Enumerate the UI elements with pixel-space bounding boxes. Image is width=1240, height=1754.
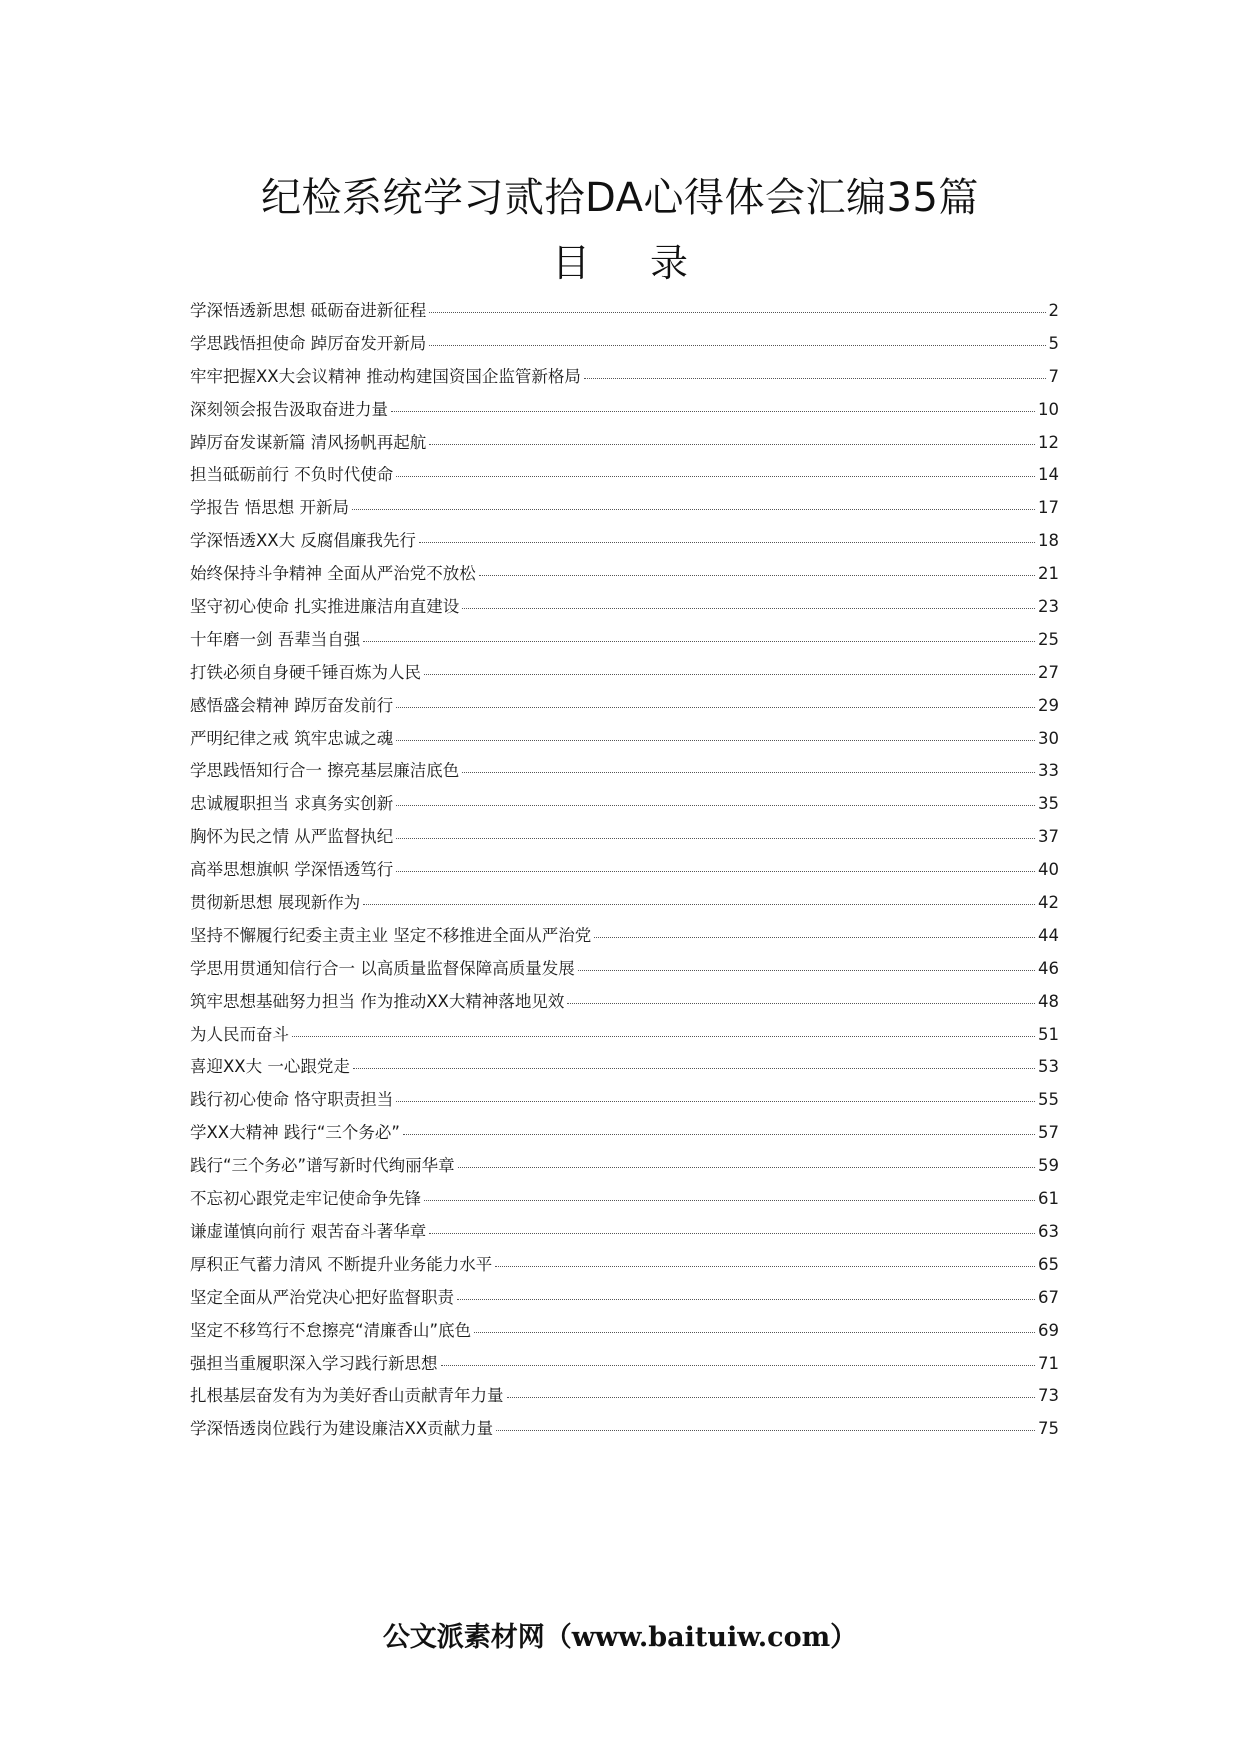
toc-entry[interactable] bbox=[190, 593, 1059, 626]
toc-dot-leader bbox=[462, 608, 1035, 609]
toc-entry[interactable] bbox=[190, 1053, 1059, 1086]
toc-dot-leader bbox=[479, 575, 1035, 576]
toc-entry-title: 踔厉奋发谋新篇 清风扬帆再起航 bbox=[190, 432, 427, 452]
toc-dot-leader bbox=[353, 1068, 1035, 1069]
toc-entry[interactable] bbox=[190, 856, 1059, 889]
toc-entry[interactable] bbox=[190, 659, 1059, 692]
toc-dot-leader bbox=[396, 838, 1035, 839]
toc-entry-title: 始终保持斗争精神 全面从严治党不放松 bbox=[190, 564, 476, 584]
toc-entry-title: 高举思想旗帜 学深悟透笃行 bbox=[190, 860, 394, 880]
toc-entry-page-number: 65 bbox=[1038, 1254, 1059, 1274]
toc-entry-page-number: 59 bbox=[1038, 1156, 1059, 1176]
toc-entry-page-number: 5 bbox=[1048, 333, 1059, 353]
document-title: 纪检系统学习贰拾DA心得体会汇编35篇 bbox=[261, 175, 979, 221]
toc-entry-title: 学深悟透新思想 砥砺奋进新征程 bbox=[190, 301, 427, 320]
toc-entry[interactable] bbox=[190, 1086, 1059, 1119]
toc-dot-leader bbox=[429, 1233, 1035, 1234]
toc-dot-leader bbox=[363, 641, 1035, 642]
toc-entry[interactable] bbox=[190, 1317, 1059, 1350]
toc-entry-title: 谦虚谨慎向前行 艰苦奋斗著华章 bbox=[190, 1221, 427, 1241]
toc-entry-page-number: 37 bbox=[1038, 827, 1059, 847]
toc-dot-leader bbox=[396, 805, 1035, 806]
toc-entry-page-number: 51 bbox=[1038, 1024, 1059, 1044]
toc-dot-leader bbox=[396, 707, 1035, 708]
toc-entry-page-number: 53 bbox=[1038, 1057, 1059, 1077]
toc-entry[interactable] bbox=[190, 988, 1059, 1021]
toc-dot-leader bbox=[429, 312, 1045, 313]
toc-heading: 目 录 bbox=[551, 241, 713, 285]
toc-entry[interactable] bbox=[190, 1152, 1059, 1185]
toc-entry-page-number: 29 bbox=[1038, 695, 1059, 715]
toc-entry-title: 十年磨一剑 吾辈当自强 bbox=[190, 629, 361, 649]
toc-entry-page-number: 48 bbox=[1038, 991, 1059, 1011]
toc-entry-page-number: 14 bbox=[1038, 465, 1059, 485]
toc-entry[interactable] bbox=[190, 692, 1059, 725]
toc-entry-page-number: 44 bbox=[1038, 925, 1059, 945]
toc-entry-page-number: 40 bbox=[1038, 860, 1059, 880]
toc-entry-title: 筑牢思想基础努力担当 作为推动XX大精神落地见效 bbox=[190, 991, 565, 1011]
toc-entry-title: 学深悟透XX大 反腐倡廉我先行 bbox=[190, 531, 416, 551]
toc-entry[interactable] bbox=[190, 1415, 1059, 1448]
toc-dot-leader bbox=[496, 1430, 1035, 1431]
toc-entry[interactable] bbox=[190, 363, 1059, 396]
table-of-contents bbox=[190, 297, 1059, 1448]
toc-entry-page-number: 18 bbox=[1038, 531, 1059, 551]
toc-entry-page-number: 30 bbox=[1038, 728, 1059, 748]
toc-entry-title: 贯彻新思想 展现新作为 bbox=[190, 893, 361, 913]
toc-dot-leader bbox=[391, 411, 1035, 412]
toc-entry-title: 坚定不移笃行不怠擦亮“清廉香山”底色 bbox=[190, 1320, 472, 1340]
toc-entry[interactable] bbox=[190, 1382, 1059, 1415]
toc-entry-title: 学XX大精神 践行“三个务必” bbox=[190, 1123, 400, 1143]
toc-dot-leader bbox=[441, 1365, 1036, 1366]
toc-dot-leader bbox=[396, 476, 1035, 477]
toc-dot-leader bbox=[495, 1266, 1035, 1267]
toc-entry-title: 为人民而奋斗 bbox=[190, 1024, 289, 1044]
toc-entry-title: 严明纪律之戒 筑牢忠诚之魂 bbox=[190, 728, 394, 748]
toc-dot-leader bbox=[419, 542, 1035, 543]
toc-dot-leader bbox=[584, 378, 1046, 379]
toc-entry-title: 坚持不懈履行纪委主责主业 坚定不移推进全面从严治党 bbox=[190, 925, 592, 945]
toc-dot-leader bbox=[396, 871, 1035, 872]
footer-watermark-text: 公文派素材网（www.baituiw.com） bbox=[382, 1622, 858, 1653]
toc-entry-page-number: 27 bbox=[1038, 662, 1059, 682]
toc-entry-page-number: 25 bbox=[1038, 629, 1059, 649]
toc-entry-title: 喜迎XX大 一心跟党走 bbox=[190, 1057, 350, 1077]
toc-entry-title: 学思践悟担使命 踔厉奋发开新局 bbox=[190, 333, 427, 353]
toc-entry-page-number: 2 bbox=[1048, 301, 1059, 320]
toc-dot-leader bbox=[594, 937, 1035, 938]
toc-entry[interactable] bbox=[190, 297, 1059, 330]
toc-dot-leader bbox=[424, 1200, 1035, 1201]
toc-entry-page-number: 71 bbox=[1038, 1353, 1059, 1373]
toc-entry-page-number: 75 bbox=[1038, 1419, 1059, 1439]
toc-entry-page-number: 21 bbox=[1038, 564, 1059, 584]
toc-entry-title: 学思用贯通知信行合一 以高质量监督保障高质量发展 bbox=[190, 958, 575, 978]
toc-dot-leader bbox=[396, 1101, 1035, 1102]
toc-entry-title: 忠诚履职担当 求真务实创新 bbox=[190, 794, 394, 814]
toc-entry[interactable] bbox=[190, 922, 1059, 955]
toc-entry[interactable] bbox=[190, 396, 1059, 429]
toc-entry-title: 坚守初心使命 扎实推进廉洁甪直建设 bbox=[190, 597, 460, 617]
toc-entry[interactable] bbox=[190, 494, 1059, 527]
toc-dot-leader bbox=[363, 904, 1035, 905]
toc-entry-page-number: 7 bbox=[1048, 366, 1059, 386]
toc-dot-leader bbox=[578, 970, 1035, 971]
toc-dot-leader bbox=[567, 1003, 1035, 1004]
toc-entry[interactable] bbox=[190, 1185, 1059, 1218]
toc-entry-page-number: 73 bbox=[1038, 1386, 1059, 1406]
toc-entry-title: 践行“三个务必”谱写新时代绚丽华章 bbox=[190, 1156, 455, 1176]
toc-entry[interactable] bbox=[190, 560, 1059, 593]
toc-entry-title: 担当砥砺前行 不负时代使命 bbox=[190, 465, 394, 485]
toc-entry[interactable] bbox=[190, 1021, 1059, 1054]
toc-entry[interactable] bbox=[190, 527, 1059, 560]
toc-entry[interactable] bbox=[190, 1218, 1059, 1251]
toc-entry-page-number: 46 bbox=[1038, 958, 1059, 978]
toc-entry[interactable] bbox=[190, 790, 1059, 823]
toc-entry-title: 感悟盛会精神 踔厉奋发前行 bbox=[190, 695, 394, 715]
toc-entry[interactable] bbox=[190, 330, 1059, 363]
toc-entry[interactable] bbox=[190, 889, 1059, 922]
toc-dot-leader bbox=[474, 1332, 1035, 1333]
toc-dot-leader bbox=[507, 1397, 1036, 1398]
toc-dot-leader bbox=[462, 772, 1035, 773]
toc-entry-title: 学深悟透岗位践行为建设廉洁XX贡献力量 bbox=[190, 1419, 494, 1439]
toc-dot-leader bbox=[352, 509, 1035, 510]
toc-dot-leader bbox=[396, 740, 1035, 741]
toc-dot-leader bbox=[457, 1299, 1035, 1300]
toc-entry[interactable] bbox=[190, 955, 1059, 988]
toc-entry-title: 强担当重履职深入学习践行新思想 bbox=[190, 1353, 438, 1373]
toc-entry[interactable] bbox=[190, 429, 1059, 462]
toc-entry-title: 胸怀为民之情 从严监督执纪 bbox=[190, 827, 394, 847]
toc-dot-leader bbox=[429, 444, 1035, 445]
toc-entry-page-number: 42 bbox=[1038, 893, 1059, 913]
toc-entry[interactable] bbox=[190, 1119, 1059, 1152]
toc-entry[interactable] bbox=[190, 1350, 1059, 1383]
toc-entry-title: 学思践悟知行合一 擦亮基层廉洁底色 bbox=[190, 761, 460, 781]
toc-entry[interactable] bbox=[190, 823, 1059, 856]
toc-entry-title: 厚积正气蓄力清风 不断提升业务能力水平 bbox=[190, 1254, 493, 1274]
toc-entry[interactable] bbox=[190, 1251, 1059, 1284]
toc-dot-leader bbox=[458, 1167, 1035, 1168]
toc-entry-page-number: 10 bbox=[1038, 399, 1059, 419]
toc-entry-page-number: 63 bbox=[1038, 1221, 1059, 1241]
toc-entry-page-number: 17 bbox=[1038, 498, 1059, 518]
toc-entry-page-number: 67 bbox=[1038, 1287, 1059, 1307]
toc-entry-title: 不忘初心跟党走牢记使命争先锋 bbox=[190, 1189, 421, 1209]
toc-entry-page-number: 35 bbox=[1038, 794, 1059, 814]
toc-entry-page-number: 57 bbox=[1038, 1123, 1059, 1143]
toc-entry-title: 牢牢把握XX大会议精神 推动构建国资国企监管新格局 bbox=[190, 366, 581, 386]
toc-entry-page-number: 12 bbox=[1038, 432, 1059, 452]
toc-entry-title: 学报告 悟思想 开新局 bbox=[190, 498, 349, 518]
toc-dot-leader bbox=[292, 1036, 1035, 1037]
toc-entry-page-number: 69 bbox=[1038, 1320, 1059, 1340]
toc-entry[interactable] bbox=[190, 725, 1059, 758]
toc-entry-title: 打铁必须自身硬千锤百炼为人民 bbox=[190, 662, 421, 682]
toc-entry-title: 扎根基层奋发有为为美好香山贡献青年力量 bbox=[190, 1386, 504, 1406]
toc-entry-page-number: 23 bbox=[1038, 597, 1059, 617]
toc-entry-title: 深刻领会报告汲取奋进力量 bbox=[190, 399, 388, 419]
toc-entry-title: 坚定全面从严治党决心把好监督职责 bbox=[190, 1287, 454, 1307]
toc-entry-title: 践行初心使命 恪守职责担当 bbox=[190, 1090, 394, 1110]
toc-entry-page-number: 61 bbox=[1038, 1189, 1059, 1209]
toc-entry[interactable] bbox=[190, 757, 1059, 790]
toc-entry[interactable] bbox=[190, 1284, 1059, 1317]
toc-dot-leader bbox=[424, 674, 1035, 675]
toc-dot-leader bbox=[403, 1134, 1035, 1135]
toc-entry[interactable] bbox=[190, 626, 1059, 659]
toc-entry-page-number: 33 bbox=[1038, 761, 1059, 781]
toc-entry-page-number: 55 bbox=[1038, 1090, 1059, 1110]
toc-dot-leader bbox=[429, 345, 1045, 346]
toc-entry[interactable] bbox=[190, 461, 1059, 494]
